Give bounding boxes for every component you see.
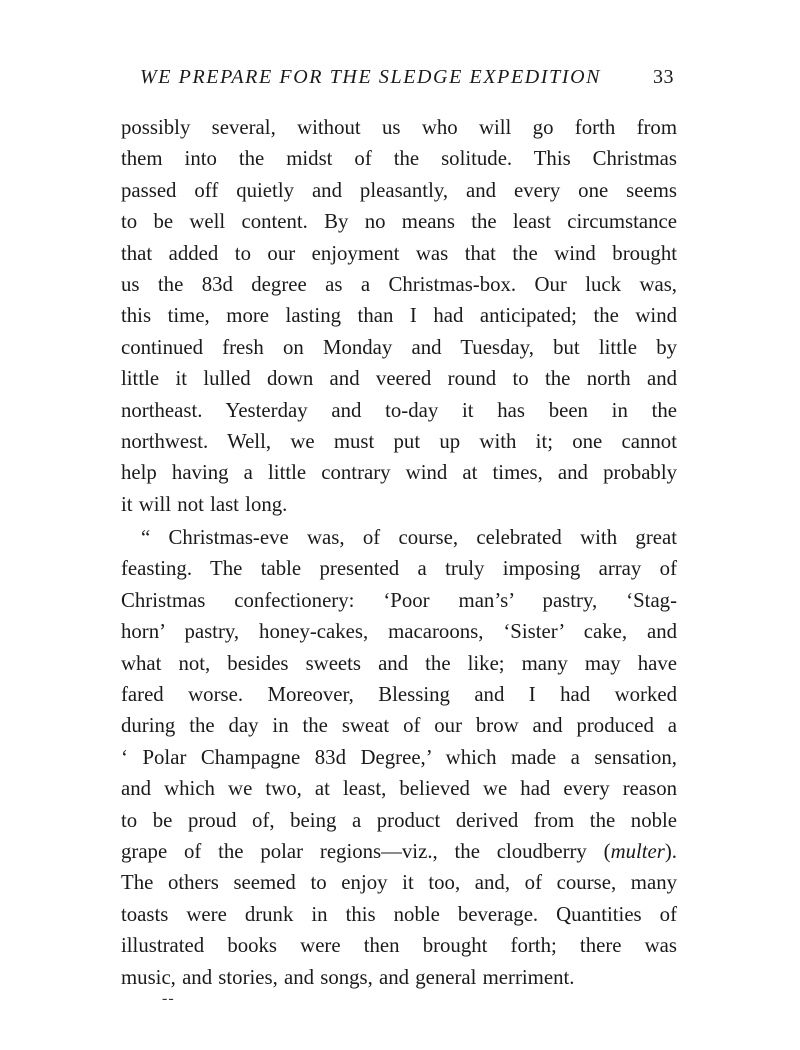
text-line: that added to our enjoyment was that the wind brought [121, 241, 677, 265]
text-line: ‘ Polar Champagne 83d Degree,’ which made a sensation, [121, 745, 677, 769]
text-line: what not, besides sweets and the like; many may have [121, 651, 677, 675]
text-line: feasting. The table presented a truly imposing array of [121, 557, 677, 581]
paragraph-2 [121, 522, 677, 993]
text-line: this time, more lasting than I had anticipated; the wind [121, 304, 677, 328]
text-line: toasts were drunk in this noble beverage. Quantities of [121, 902, 677, 926]
text-line: during the day in the sweat of our brow and produced a [121, 714, 677, 738]
text-line: “ Christmas-eve was, of course, celebrated with great [141, 526, 677, 550]
footer-mark: -- [162, 990, 175, 1007]
text-line: illustrated books were then brought forth; there was [121, 934, 677, 958]
text-line: grape of the polar regions—viz., the cloudberry (multer). [121, 839, 677, 863]
text-line: fared worse. Moreover, Blessing and I had worked [121, 683, 677, 707]
text-line: passed off quietly and pleasantly, and every one seems [121, 178, 677, 202]
text-line: The others seemed to enjoy it too, and, of course, many [121, 871, 677, 895]
text-line: music, and stories, and songs, and general merriment. [121, 965, 575, 989]
text-line: them into the midst of the solitude. This Christmas [121, 147, 677, 171]
running-head-title: WE PREPARE FOR THE SLEDGE EXPEDITION [140, 66, 602, 88]
page-number: 33 [653, 66, 674, 88]
text-line: Christmas confectionery: ‘Poor man’s’ pastry, ‘Stag- [121, 588, 677, 612]
text-line: to be proud of, being a product derived from the noble [121, 808, 677, 832]
body-text [121, 112, 677, 993]
text-line: to be well content. By no means the least circumstance [121, 210, 677, 234]
text-line: possibly several, without us who will go forth from [121, 116, 677, 139]
running-head [140, 66, 674, 92]
italic-word: multer [610, 839, 665, 863]
text-line: northwest. Well, we must put up with it; one cannot [121, 429, 677, 453]
text-line: horn’ pastry, honey-cakes, macaroons, ‘Sister’ cake, and [121, 620, 677, 644]
text-line: us the 83d degree as a Christmas-box. Our luck was, [121, 272, 677, 296]
paragraph-1 [121, 112, 677, 520]
text-line: help having a little contrary wind at times, and probably [121, 461, 677, 485]
text-line: little it lulled down and veered round to the north and [121, 367, 677, 391]
text-line: and which we two, at least, believed we had every reason [121, 777, 677, 801]
text-line: northeast. Yesterday and to-day it has been in the [121, 398, 677, 422]
text-line: continued fresh on Monday and Tuesday, but little by [121, 335, 677, 359]
text-line: it will not last long. [121, 492, 288, 516]
